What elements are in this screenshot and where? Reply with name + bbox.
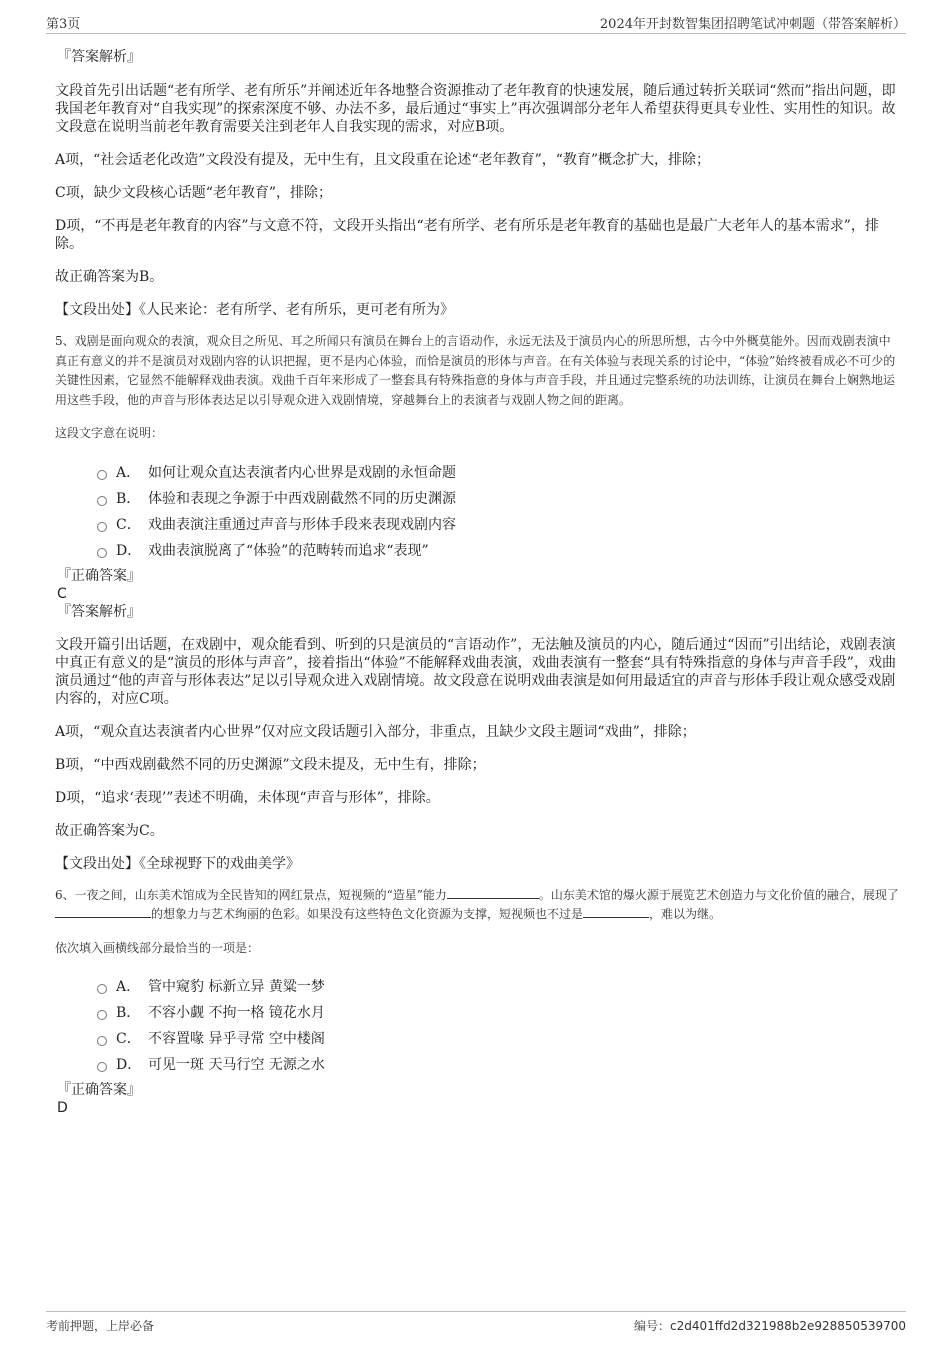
radio-icon[interactable] <box>97 984 107 994</box>
question-ask: 依次填入画横线部分最恰当的一项是： <box>55 940 260 955</box>
document-title: 2024年开封数智集团招聘笔试冲刺题（带答案解析） <box>599 17 906 32</box>
option-b[interactable]: B． 不容小觑 不拘一格 镜花水月 <box>97 999 900 1025</box>
page-footer <box>46 1311 906 1334</box>
footer-slogan: 考前押题，上岸必备 <box>46 1319 155 1333</box>
correct-answer: D <box>57 1100 68 1116</box>
option-a[interactable]: A． 如何让观众直达表演者内心世界是戏剧的永恒命题 <box>97 459 900 485</box>
analysis-paragraph: 文段首先引出话题“老有所学、老有所乐”并阐述近年各地整合资源推动了老年教育的快速发展，随后通过转折关联词“然而”指出问题，即我国老年教育对“自我实现”的探索深度不够、办法不多，最后通过“事实上”再次强调部分老年人希望获得更具专业性、实用性的知识。故文段意在说明当前老年教育需要关注到老年人自我实现的需求，对应B项。 <box>55 83 896 135</box>
correct-answer-label: 『正确答案』 <box>57 1082 141 1098</box>
radio-icon[interactable] <box>97 548 107 558</box>
option-c[interactable]: C． 不容置喙 异乎寻常 空中楼阁 <box>97 1025 900 1051</box>
analysis-paragraph: A项，“社会适老化改造”文段没有提及，无中生有，且文段重在论述“老年教育”，“教育”概念扩大，排除； <box>55 152 711 168</box>
text-source: 【文段出处】《人民来论：老有所学、老有所乐，更可老有所为》 <box>55 302 454 318</box>
option-d[interactable]: D． 可见一斑 天马行空 无源之水 <box>97 1051 900 1077</box>
text-source: 【文段出处】《全球视野下的戏曲美学》 <box>55 855 300 872</box>
fill-blank <box>583 907 649 918</box>
analysis-paragraph: B项，“中西戏剧截然不同的历史渊源”文段未提及，无中生有，排除； <box>55 756 486 773</box>
radio-icon[interactable] <box>97 470 107 480</box>
analysis-paragraph: D项，“不再是老年教育的内容”与文意不符，文段开头指出“老有所学、老有所乐是老年教育的基础也是最广大老年人的基本需求”，排除。 <box>55 218 879 252</box>
document-code: 编号：c2d401ffd2d321988b2e928850539700 <box>634 1319 906 1333</box>
page-content <box>55 44 900 1117</box>
analysis-label: 『答案解析』 <box>57 49 141 65</box>
question-stem: 6、一夜之间，山东美术馆成为全民皆知的网红景点，短视频的“造星”能力 。山东美术馆的爆火源于展览艺术创造力与文化价值的融合，展现了的想象力与艺术绚丽的色彩。如果没有这些特色文化资源为支撑，短视频也不过是 ，难以为继。 <box>55 887 899 921</box>
fill-blank <box>55 907 151 918</box>
analysis-conclusion: 故正确答案为B。 <box>55 269 164 285</box>
page-header <box>46 13 906 34</box>
radio-icon[interactable] <box>97 1010 107 1020</box>
analysis-paragraph: D项，“追求‘表现’”表述不明确，未体现“声音与形体”，排除。 <box>55 789 440 806</box>
option-list <box>55 459 900 563</box>
page-number: 第3页 <box>46 17 81 32</box>
radio-icon[interactable] <box>97 496 107 506</box>
option-list <box>55 973 900 1077</box>
analysis-conclusion: 故正确答案为C。 <box>55 822 164 839</box>
option-a[interactable]: A． 管中窥豹 标新立异 黄粱一梦 <box>97 973 900 999</box>
fill-blank <box>447 888 539 899</box>
correct-answer: C <box>57 585 67 602</box>
analysis-label: 『答案解析』 <box>57 603 141 620</box>
option-d[interactable]: D． 戏曲表演脱离了“体验”的范畴转而追求“表现” <box>97 537 900 563</box>
option-b[interactable]: B． 体验和表现之争源于中西戏剧截然不同的历史渊源 <box>97 485 900 511</box>
analysis-paragraph: 文段开篇引出话题，在戏剧中，观众能看到、听到的只是演员的“言语动作”，无法触及演员的内心，随后通过“因而”引出结论，戏剧表演中真正有意义的是“演员的形体与声音”，接着指出“体验”不能解释戏曲表演，戏曲表演有一整套“具有特殊指意的身体与声音手段”，戏曲演员通过“他的声音与形体表达”足以引导观众进入戏剧情境。故文段意在说明戏曲表演是如何用最适宜的声音与形体手段让观众感受戏剧内容的，对应C项。 <box>55 636 896 707</box>
analysis-paragraph: C项，缺少文段核心话题“老年教育”，排除； <box>55 185 333 201</box>
radio-icon[interactable] <box>97 1062 107 1072</box>
radio-icon[interactable] <box>97 1036 107 1046</box>
correct-answer-label: 『正确答案』 <box>57 567 141 584</box>
question-stem: 5、戏剧是面向观众的表演，观众目之所见、耳之所闻只有演员在舞台上的言语动作，永远无法及于演员内心的所思所想，古今中外概莫能外。因而戏剧表演中真正有意义的并不是演员对戏剧内容的认识把握，更不是内心体验，而恰是演员的形体与声音。在有关体验与表现关系的讨论中，“体验”始终被看成必不可少的关键性因素，它显然不能解释戏曲表演。戏曲千百年来形成了一整套具有特殊指意的身体与声音手段，并且通过完整系统的功法训练，让演员在舞台上娴熟地运用这些手段，他的声音与形体表达足以引导观众进入戏剧情境，穿越舞台上的表演者与戏剧人物之间的距离。 <box>55 334 896 407</box>
radio-icon[interactable] <box>97 522 107 532</box>
analysis-paragraph: A项，“观众直达表演者内心世界”仅对应文段话题引入部分，非重点，且缺少文段主题词“戏曲”，排除； <box>55 723 696 740</box>
option-c[interactable]: C． 戏曲表演注重通过声音与形体手段来表现戏剧内容 <box>97 511 900 537</box>
question-ask: 这段文字意在说明： <box>55 426 164 440</box>
